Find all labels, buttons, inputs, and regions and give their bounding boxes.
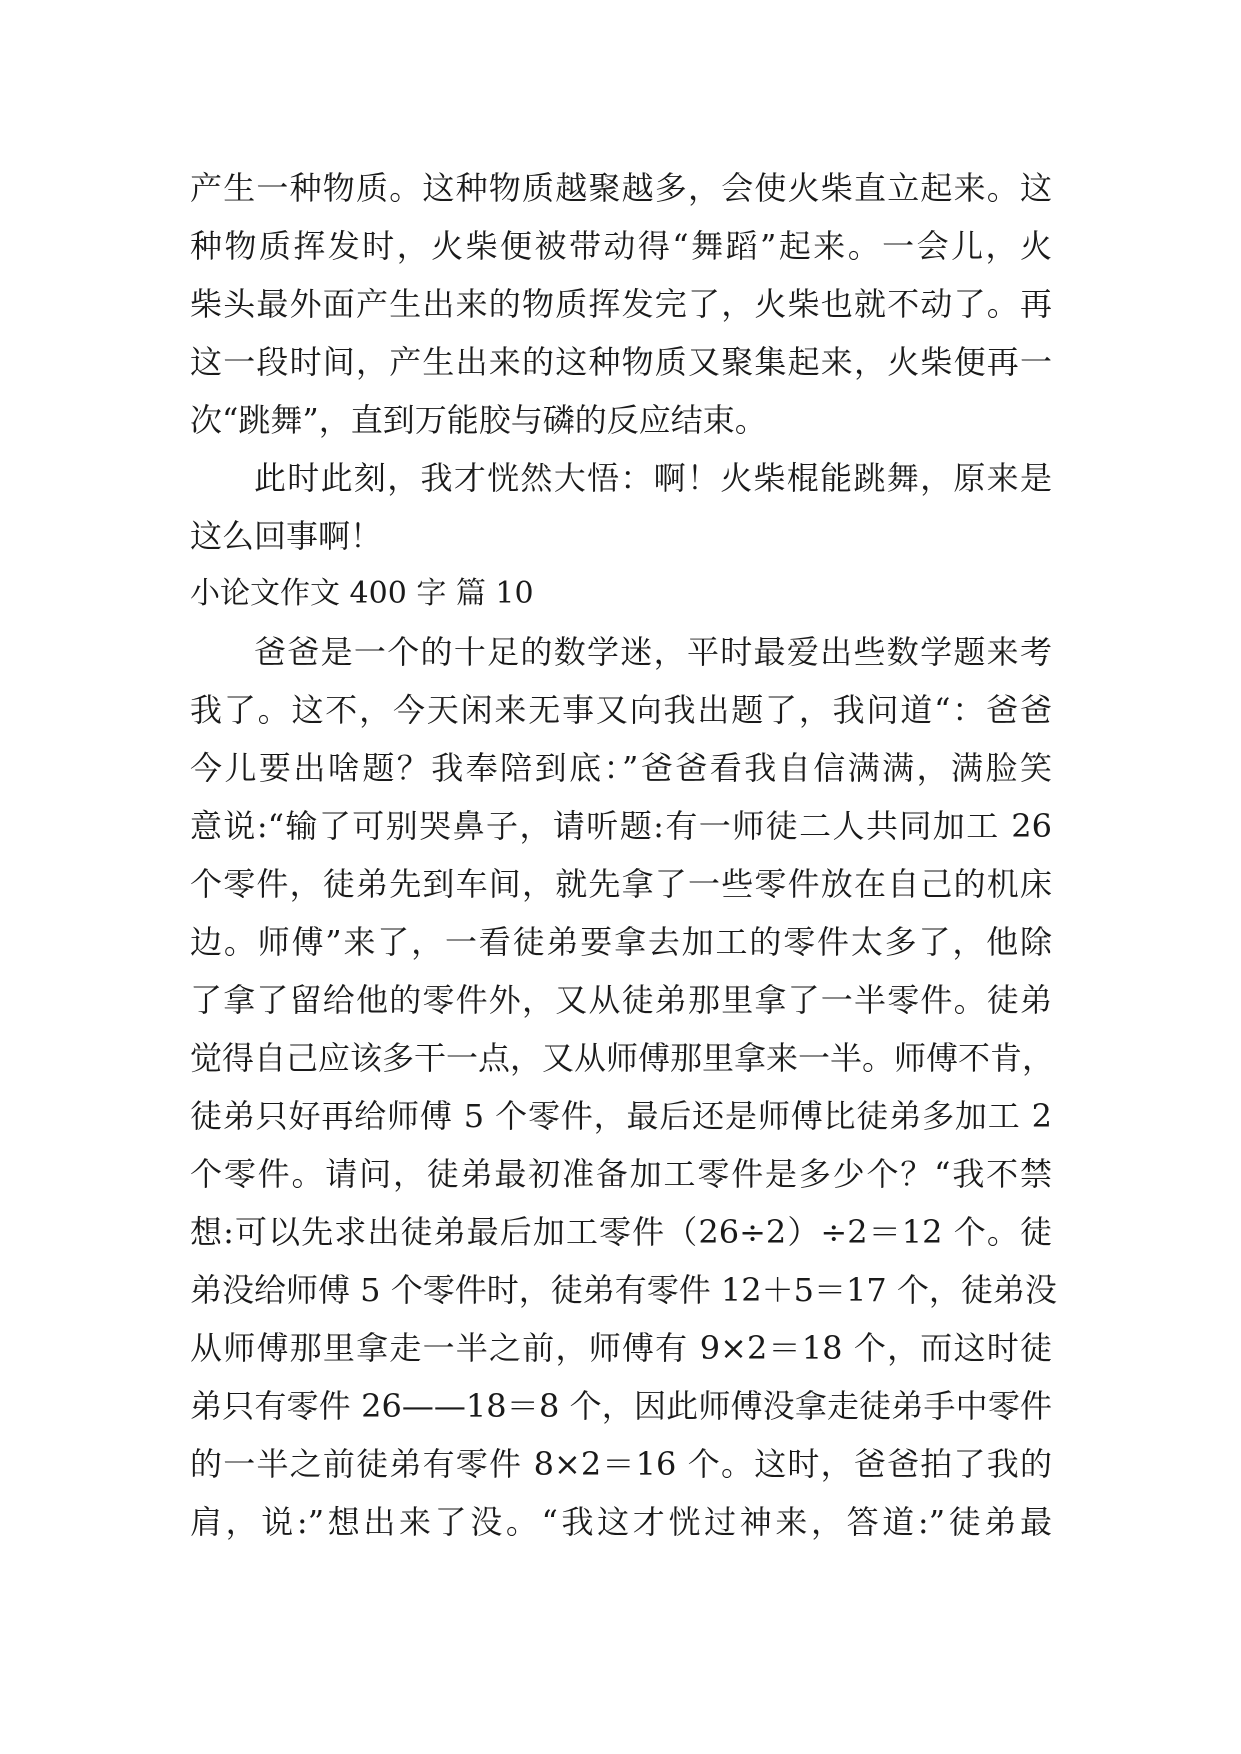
paragraph-line: 弟没给师傅 5 个零件时，徒弟有零件 12＋5＝17 个，徒弟没 — [190, 1271, 1057, 1309]
paragraph-line: 弟只有零件 26——18＝8 个，因此师傅没拿走徒弟手中零件 — [190, 1387, 1052, 1425]
paragraph-line: 徒弟只好再给师傅 5 个零件，最后还是师傅比徒弟多加工 2 — [190, 1097, 1052, 1135]
paragraph-line: 种物质挥发时，火柴便被带动得“舞蹈”起来。一会儿，火 — [190, 227, 1052, 265]
paragraph-line: 次“跳舞”，直到万能胶与磷的反应结束。 — [190, 401, 767, 439]
paragraph-line: 我了。这不，今天闲来无事又向我出题了，我问道“：爸爸 — [190, 691, 1052, 729]
paragraph-line: 柴头最外面产生出来的物质挥发完了，火柴也就不动了。再 — [190, 285, 1052, 323]
paragraph-line: 今儿要出啥题？我奉陪到底：”爸爸看我自信满满，满脸笑 — [190, 749, 1052, 787]
paragraph-line: 想:可以先求出徒弟最后加工零件（26÷2）÷2＝12 个。徒 — [190, 1213, 1052, 1251]
paragraph-line: 个零件，徒弟先到车间，就先拿了一些零件放在自己的机床 — [190, 865, 1052, 903]
paragraph-line: 从师傅那里拿走一半之前，师傅有 9×2＝18 个，而这时徒 — [190, 1329, 1052, 1367]
paragraph-line: 爸爸是一个的十足的数学迷，平时最爱出些数学题来考 — [254, 633, 1052, 671]
paragraph-line: 个零件。请问，徒弟最初准备加工零件是多少个？“我不禁 — [190, 1155, 1052, 1193]
paragraph-line: 此时此刻，我才恍然大悟：啊！火柴棍能跳舞，原来是 — [254, 459, 1052, 497]
paragraph-line: 意说:“输了可别哭鼻子，请听题:有一师徒二人共同加工 26 — [190, 807, 1052, 845]
paragraph-line: 产生一种物质。这种物质越聚越多，会使火柴直立起来。这 — [190, 169, 1052, 207]
paragraph-line: 肩，说:”想出来了没。“我这才恍过神来，答道:”徒弟最 — [190, 1503, 1052, 1541]
paragraph-line: 这一段时间，产生出来的这种物质又聚集起来，火柴便再一 — [190, 343, 1052, 381]
paragraph-line: 边。师傅”来了，一看徒弟要拿去加工的零件太多了，他除 — [190, 923, 1052, 961]
section-heading: 小论文作文 400 字 篇 10 — [190, 576, 534, 611]
paragraph-line: 这么回事啊！ — [190, 517, 383, 555]
paragraph-line: 觉得自己应该多干一点，又从师傅那里拿来一半。师傅不肯， — [190, 1039, 1055, 1077]
paragraph-line: 的一半之前徒弟有零件 8×2＝16 个。这时，爸爸拍了我的 — [190, 1445, 1052, 1483]
paragraph-line: 了拿了留给他的零件外，又从徒弟那里拿了一半零件。徒弟 — [190, 981, 1052, 1019]
